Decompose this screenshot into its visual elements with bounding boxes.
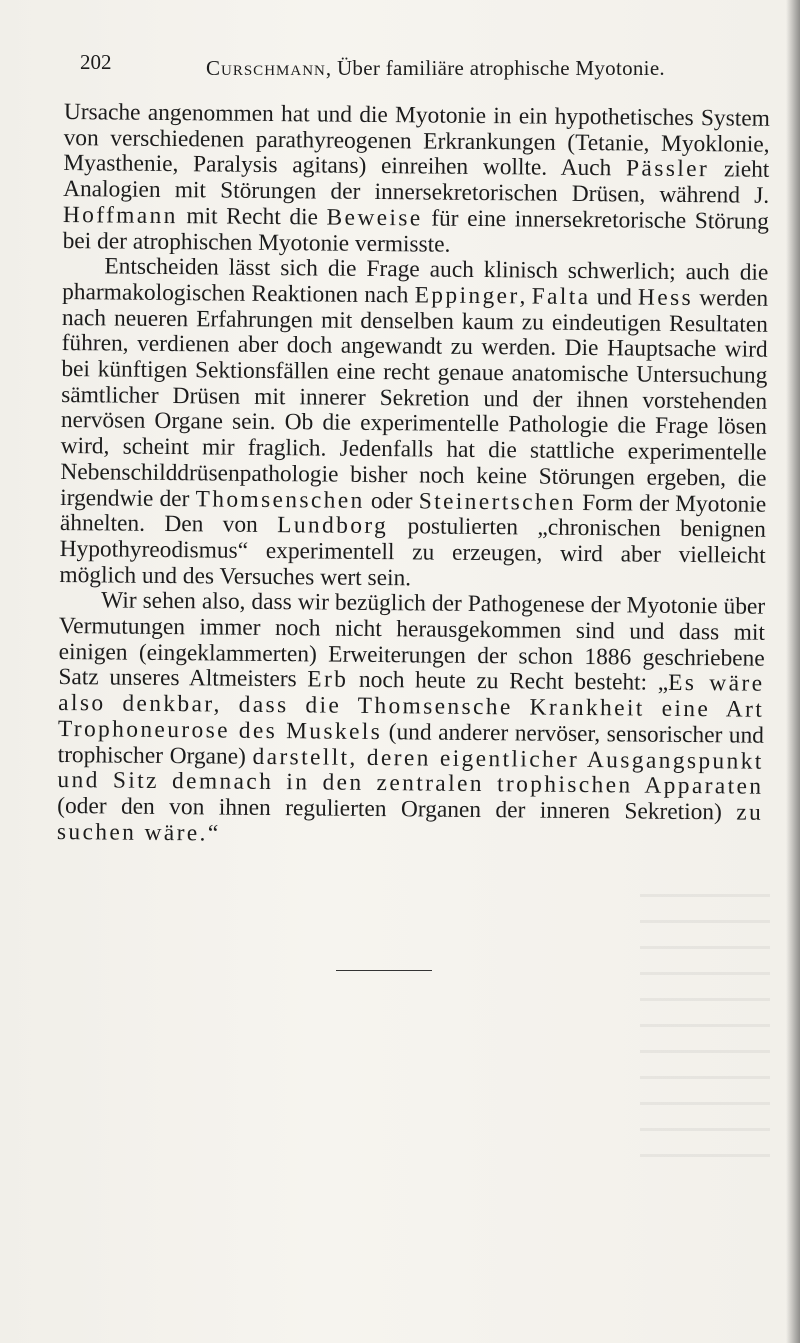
page-number: 202 [80, 50, 112, 74]
spaced-name: Hoffmann [62, 201, 178, 229]
text-run: und [590, 283, 639, 311]
running-title [206, 56, 665, 81]
text-run: (oder den von ihnen regulierten Organen der inneren Sekretion) [57, 792, 737, 826]
spaced-name: Erb [307, 666, 349, 694]
text-run: Wir sehen also, dass wir bezüglich der Pathogenese der Myotonie über Vermutungen immer noch nicht herausgekommen sind und dass mit einigen (eingeklammerten) Erweiterungen der schon 1886 geschriebene Satz unseres Altmeisters [58, 587, 766, 693]
spaced-name: Falta [531, 283, 591, 310]
text-run: Entscheiden lässt sich die Frage auch klinisch schwerlich; auch die pharmakologischen Reaktionen nach [62, 253, 769, 309]
text-run: mit Recht die [177, 202, 327, 231]
section-end-rule [336, 970, 432, 971]
spaced-name: Pässler [625, 155, 710, 183]
show-through-text [640, 880, 770, 1180]
body-text [57, 100, 770, 852]
text-run: , [519, 283, 532, 310]
text-run: noch heute zu Recht besteht: „ [348, 667, 669, 697]
text-run: Form der Myotonie ähnelten. Den von [59, 489, 767, 539]
spaced-name: Thomsenschen [195, 485, 365, 514]
paragraph-3 [57, 588, 765, 852]
spaced-name: Steinertschen [418, 487, 577, 516]
page-header [80, 50, 760, 90]
text-run: zieht Analogien mit Störungen der innersekretorischen Drüsen, während J. [63, 156, 770, 209]
text-run: “ [207, 820, 219, 847]
text-run: (und anderer nervöser, sensorischer und trophischer Organe) [57, 718, 765, 770]
paragraph-2 [59, 254, 768, 595]
running-title-text: , Über familiäre atrophische Myotonie. [325, 56, 665, 80]
running-title-author: Curschmann [206, 56, 326, 80]
spaced-quote: Es wäre also denkbar, dass die Thomsensche Krankheit eine Art Trophoneurose des Muskels [57, 670, 765, 745]
text-run: postulierten „chronischen benignen Hypothyreodismus“ experimentell zu erzeugen, wird aber vielleicht möglich und des Versuches wert sein. [59, 513, 767, 592]
text-run: werden nach neueren Erfahrungen mit denselben kaum zu eindeutigen Resultaten führen, verdienen aber doch angewandt zu werden. Die Hauptsache wird bei künftigen Sektionsfällen eine recht genaue anatomische Untersuchung sämtlicher Drüsen mit innerer Sekretion und der ihnen vorstehenden nervösen Organe sein. Ob die experimentelle Pathologie die Frage lösen wird, scheint mir fraglich. Jedenfalls hat die stattliche experimentelle Nebenschilddrüsenpathologie bisher noch keine Störungen ergeben, die irgendwie der [60, 284, 769, 512]
text-run: für eine innersekretorische Störung bei der atrophischen Myotonie vermisste. [62, 205, 769, 258]
spaced-quote: zu suchen wäre. [56, 799, 764, 847]
text-run: Ursache angenommen hat und die Myotonie in ein hypothetisches System von verschiedenen parathyreogenen Erkrankungen (Tetanie, Myoklonie, Myasthenie, Paralysis agitans) einreihen wollte. Auch [63, 99, 770, 182]
spaced-name: Hess [637, 284, 694, 311]
paragraph-1 [63, 100, 770, 261]
page-edge-shadow [786, 0, 800, 1343]
spaced-word: Beweise [326, 204, 423, 232]
spaced-name: Lundborg [277, 512, 389, 540]
spaced-quote: darstellt, deren eigentlicher Ausgangspunkt und Sitz demnach in den zentralen trophischen Apparaten [57, 743, 764, 801]
text-run: oder [364, 487, 419, 514]
spaced-name: Eppinger [414, 282, 520, 310]
